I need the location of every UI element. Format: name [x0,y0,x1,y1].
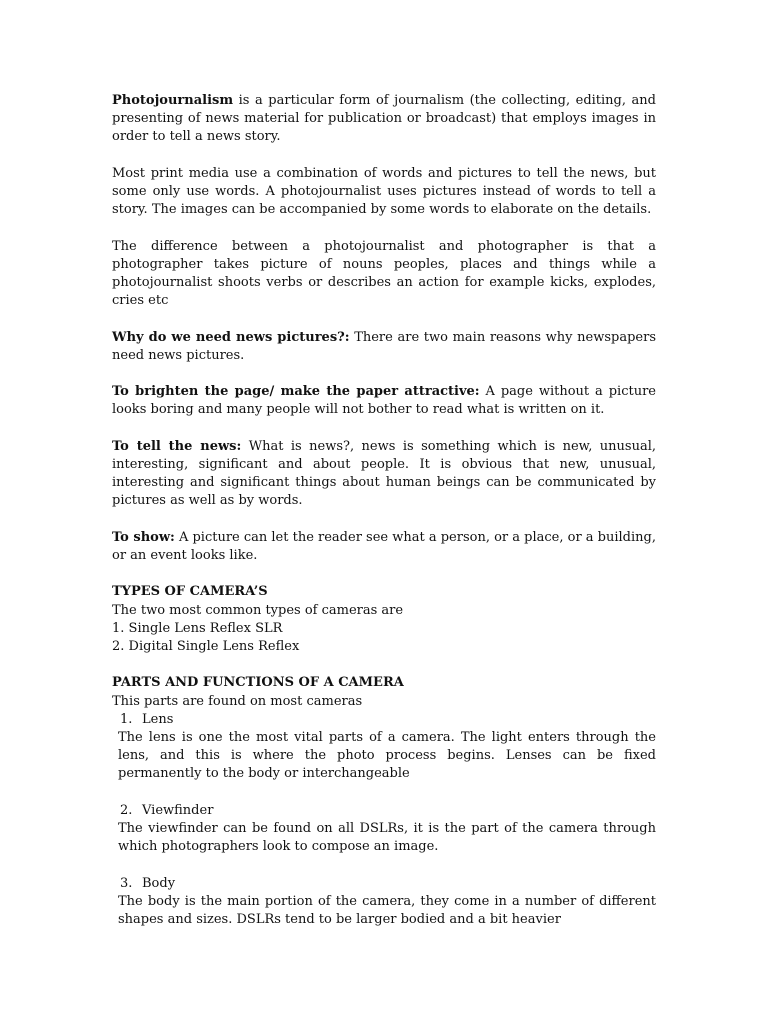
camera-part-name: Lens [142,711,174,727]
print-media-paragraph: Most print media use a combination of words and pictures to tell the news, but some only use words. A photojournalist uses pictures instead of words to tell a story. The images can be accompanied by some words to elaborate on the details. [112,165,656,218]
why-paragraph [112,329,656,365]
camera-part-description: The body is the main portion of the camera, they come in a number of different shapes and sizes. DSLRs tend to be larger bodied and a bit heavier [118,893,656,927]
camera-part-description: The lens is one the most vital parts of a camera. The light enters through the lens, and this is where the photo process begins. Lenses can be fixed permanently to the body or interchangeable [118,729,656,782]
intro-text: is a particular form of journalism (the collecting, editing, and presenting of news material for publication or broadcast) that employs images in order to tell a news story. [112,93,656,145]
tell-news-heading: To tell the news: [112,438,242,454]
show-text: A picture can let the reader see what a person, or a place, or a building, or an event looks like. [112,529,656,563]
camera-part-heading [112,711,656,729]
brighten-heading: To brighten the page/ make the paper attractive: [112,384,480,400]
camera-part-item [112,802,656,857]
camera-part-item [112,875,656,930]
camera-part-name: Body [142,875,176,891]
why-text: There are two main reasons why newspapers need news pictures. [112,329,656,363]
camera-part-item [112,711,656,784]
camera-types-title: TYPES OF CAMERA’S [112,584,268,600]
document-page [112,92,656,947]
camera-part-number: 3. [120,875,133,891]
show-heading: To show: [112,529,175,545]
camera-parts-section [112,674,656,929]
show-paragraph [112,529,656,565]
camera-part-heading [112,802,656,820]
camera-type-item: 2. Digital Single Lens Reflex [112,638,300,654]
intro-term: Photojournalism [112,93,234,108]
brighten-paragraph [112,383,656,419]
difference-paragraph: The difference between a photojournalist and photographer is that a photographer takes picture of nouns peoples, places and things while a photojournalist shoots verbs or describes an action for example kicks, explodes, cries etc [112,238,656,309]
intro-paragraph [112,92,656,147]
camera-part-heading [112,875,656,893]
camera-part-number: 1. [120,711,133,727]
camera-part-description: The viewfinder can be found on all DSLRs, it is the part of the camera through which photographers look to compose an image. [118,820,656,855]
why-heading: Why do we need news pictures?: [112,329,350,345]
camera-parts-title: PARTS AND FUNCTIONS OF A CAMERA [112,675,404,691]
camera-types-section [112,583,656,656]
camera-part-number: 2. [120,802,133,818]
tell-news-paragraph [112,438,656,511]
camera-part-name: Viewfinder [142,802,214,818]
tell-news-text: What is news?, news is something which is new, unusual, interesting, significant and about people. It is obvious that new, unusual, interesting and significant things about human beings can be communicated by pictures as well as by words. [112,438,656,509]
camera-types-intro: The two most common types of cameras are [112,602,404,618]
brighten-text: A page without a picture looks boring and many people will not bother to read what is written on it. [112,384,656,418]
camera-type-item: 1. Single Lens Reflex SLR [112,620,283,636]
camera-parts-subtitle: This parts are found on most cameras [112,693,363,709]
